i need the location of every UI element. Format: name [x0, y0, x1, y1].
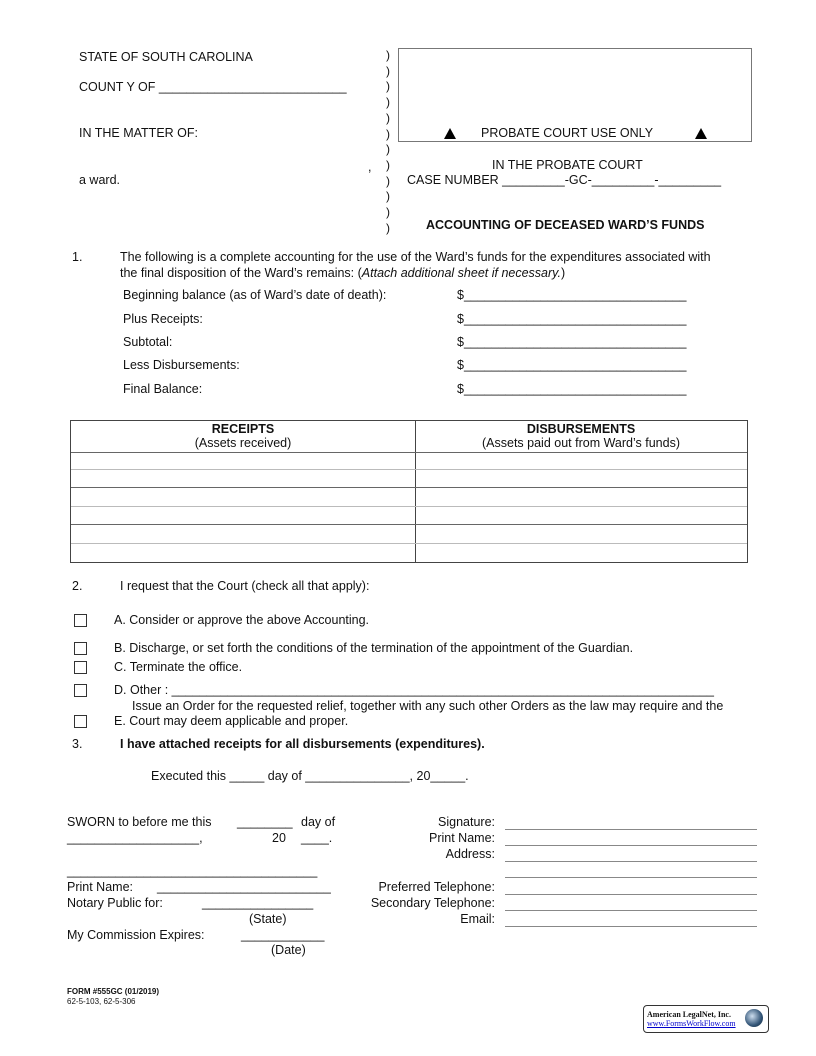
- option-checkbox[interactable]: [74, 715, 87, 728]
- statutes: 62-5-103, 62-5-306: [67, 997, 136, 1006]
- signer-field-line[interactable]: [505, 894, 757, 895]
- signer-field-line[interactable]: [505, 910, 757, 911]
- signer-label-5: Secondary Telephone:: [370, 896, 495, 910]
- signer-field-line[interactable]: [505, 877, 757, 878]
- receipts-disbursements-table: [70, 420, 748, 563]
- triangle-icon: [695, 128, 707, 142]
- signer-field-line[interactable]: [505, 926, 757, 927]
- section1-number: 1.: [72, 250, 83, 264]
- county-field[interactable]: COUNT Y OF ___________________________: [79, 80, 347, 94]
- logo-link[interactable]: www.FormsWorkFlow.com: [647, 1019, 736, 1028]
- sworn-day-field[interactable]: ________: [237, 815, 293, 829]
- signer-field-line[interactable]: [505, 861, 757, 862]
- notary-signature-field[interactable]: ____________________________________: [67, 864, 318, 878]
- caption-paren: ): [386, 63, 390, 78]
- section3-number: 3.: [72, 737, 83, 751]
- section2-text: I request that the Court (check all that apply):: [120, 579, 370, 593]
- sworn-year-field[interactable]: ____.: [301, 831, 333, 845]
- triangle-icon: [444, 128, 456, 142]
- case-number-field[interactable]: CASE NUMBER _________-GC-_________-_________: [407, 173, 722, 187]
- ward-label: a ward.: [79, 173, 120, 187]
- option-checkbox[interactable]: [74, 684, 87, 697]
- accounting-row-label: Final Balance:: [123, 382, 203, 396]
- notary-state-field[interactable]: ________________: [202, 896, 314, 910]
- americanlegalnet-logo[interactable]: [643, 1005, 769, 1033]
- accounting-row-label: Plus Receipts:: [123, 312, 203, 326]
- signer-field-line[interactable]: [505, 829, 757, 830]
- matter-label: IN THE MATTER OF:: [79, 126, 198, 140]
- court-use-label: PROBATE COURT USE ONLY: [481, 126, 654, 140]
- caption-paren: ): [386, 220, 390, 235]
- section2-number: 2.: [72, 579, 83, 593]
- accounting-row-amount-field[interactable]: $________________________________: [457, 312, 687, 326]
- signer-label-1: Print Name:: [429, 831, 495, 845]
- caption-paren: ): [386, 110, 390, 125]
- notary-print-name-field[interactable]: _________________________: [157, 880, 331, 894]
- caption-paren: ): [386, 79, 390, 94]
- accounting-row-amount-field[interactable]: $________________________________: [457, 335, 687, 349]
- probate-court-use-box: [398, 48, 752, 142]
- section3-text: I have attached receipts for all disbursements (expenditures).: [120, 737, 485, 751]
- accounting-row-amount-field[interactable]: $________________________________: [457, 358, 687, 372]
- form-title: ACCOUNTING OF DECEASED WARD’S FUNDS: [426, 218, 705, 232]
- executed-line[interactable]: Executed this _____ day of _______________, 20_____.: [151, 769, 469, 783]
- option-label: B. Discharge, or set forth the conditions of the termination of the appointment of the Guardian.: [114, 641, 634, 655]
- caption-paren: ): [386, 48, 390, 62]
- globe-icon: [745, 1009, 763, 1027]
- disbursements-subheader: (Assets paid out from Ward’s funds): [482, 436, 680, 450]
- signer-label-6: Email:: [460, 912, 495, 926]
- disbursements-header: DISBURSEMENTS: [526, 422, 636, 436]
- issue-order-text: Issue an Order for the requested relief, together with any such other Orders as the law may require and the: [132, 699, 724, 713]
- accounting-row-amount-field[interactable]: $________________________________: [457, 288, 687, 302]
- section1-text: The following is a complete accounting for the use of the Ward’s funds for the expenditures associated with: [120, 250, 711, 264]
- print-name-label: Print Name:: [67, 880, 133, 894]
- accounting-row-label: Beginning balance (as of Ward’s date of death):: [123, 288, 387, 302]
- accounting-row-amount-field[interactable]: $________________________________: [457, 382, 687, 396]
- caption-paren: ): [386, 95, 390, 110]
- option-label: A. Consider or approve the above Accounting.: [114, 613, 370, 627]
- signer-field-line[interactable]: [505, 845, 757, 846]
- sworn-label: SWORN to before me this: [67, 815, 212, 829]
- signer-label-2: Address:: [445, 847, 495, 861]
- option-checkbox[interactable]: [74, 614, 87, 627]
- caption-paren: ): [386, 205, 390, 219]
- signer-label-4: Preferred Telephone:: [378, 880, 495, 894]
- notary-for-label: Notary Public for:: [67, 896, 163, 910]
- day-of-label: day of: [301, 815, 336, 829]
- court-label: IN THE PROBATE COURT: [492, 158, 643, 172]
- caption-paren: ): [386, 189, 390, 204]
- comma: ,: [368, 160, 372, 174]
- logo-name: American LegalNet, Inc.: [647, 1010, 731, 1019]
- accounting-row-label: Subtotal:: [123, 335, 173, 349]
- caption-paren: ): [386, 157, 390, 172]
- caption-paren: ): [386, 173, 390, 188]
- option-label: C. Terminate the office.: [114, 660, 243, 674]
- section1-text2: the final disposition of the Ward’s remains: (Attach additional sheet if necessary.): [120, 266, 566, 280]
- state-label: STATE OF SOUTH CAROLINA: [79, 50, 253, 64]
- caption-paren: ): [386, 142, 390, 157]
- sworn-month-field[interactable]: ___________________,: [67, 831, 203, 845]
- accounting-row-label: Less Disbursements:: [123, 358, 240, 372]
- commission-label: My Commission Expires:: [67, 928, 205, 942]
- receipts-header: RECEIPTS: [211, 422, 275, 436]
- option-label: E. Court may deem applicable and proper.: [114, 714, 349, 728]
- caption-paren: ): [386, 126, 390, 141]
- option-checkbox[interactable]: [74, 642, 87, 655]
- option-label: D. Other : ______________________________________________________________________________: [114, 683, 714, 697]
- signer-label-0: Signature:: [438, 815, 495, 829]
- form-number: FORM #555GC (01/2019): [67, 987, 160, 996]
- option-checkbox[interactable]: [74, 661, 87, 674]
- twenty-label: 20: [272, 831, 286, 845]
- receipts-subheader: (Assets received): [194, 436, 292, 450]
- commission-date-field[interactable]: ____________: [241, 928, 325, 942]
- date-caption: (Date): [271, 943, 306, 957]
- state-caption: (State): [249, 912, 287, 926]
